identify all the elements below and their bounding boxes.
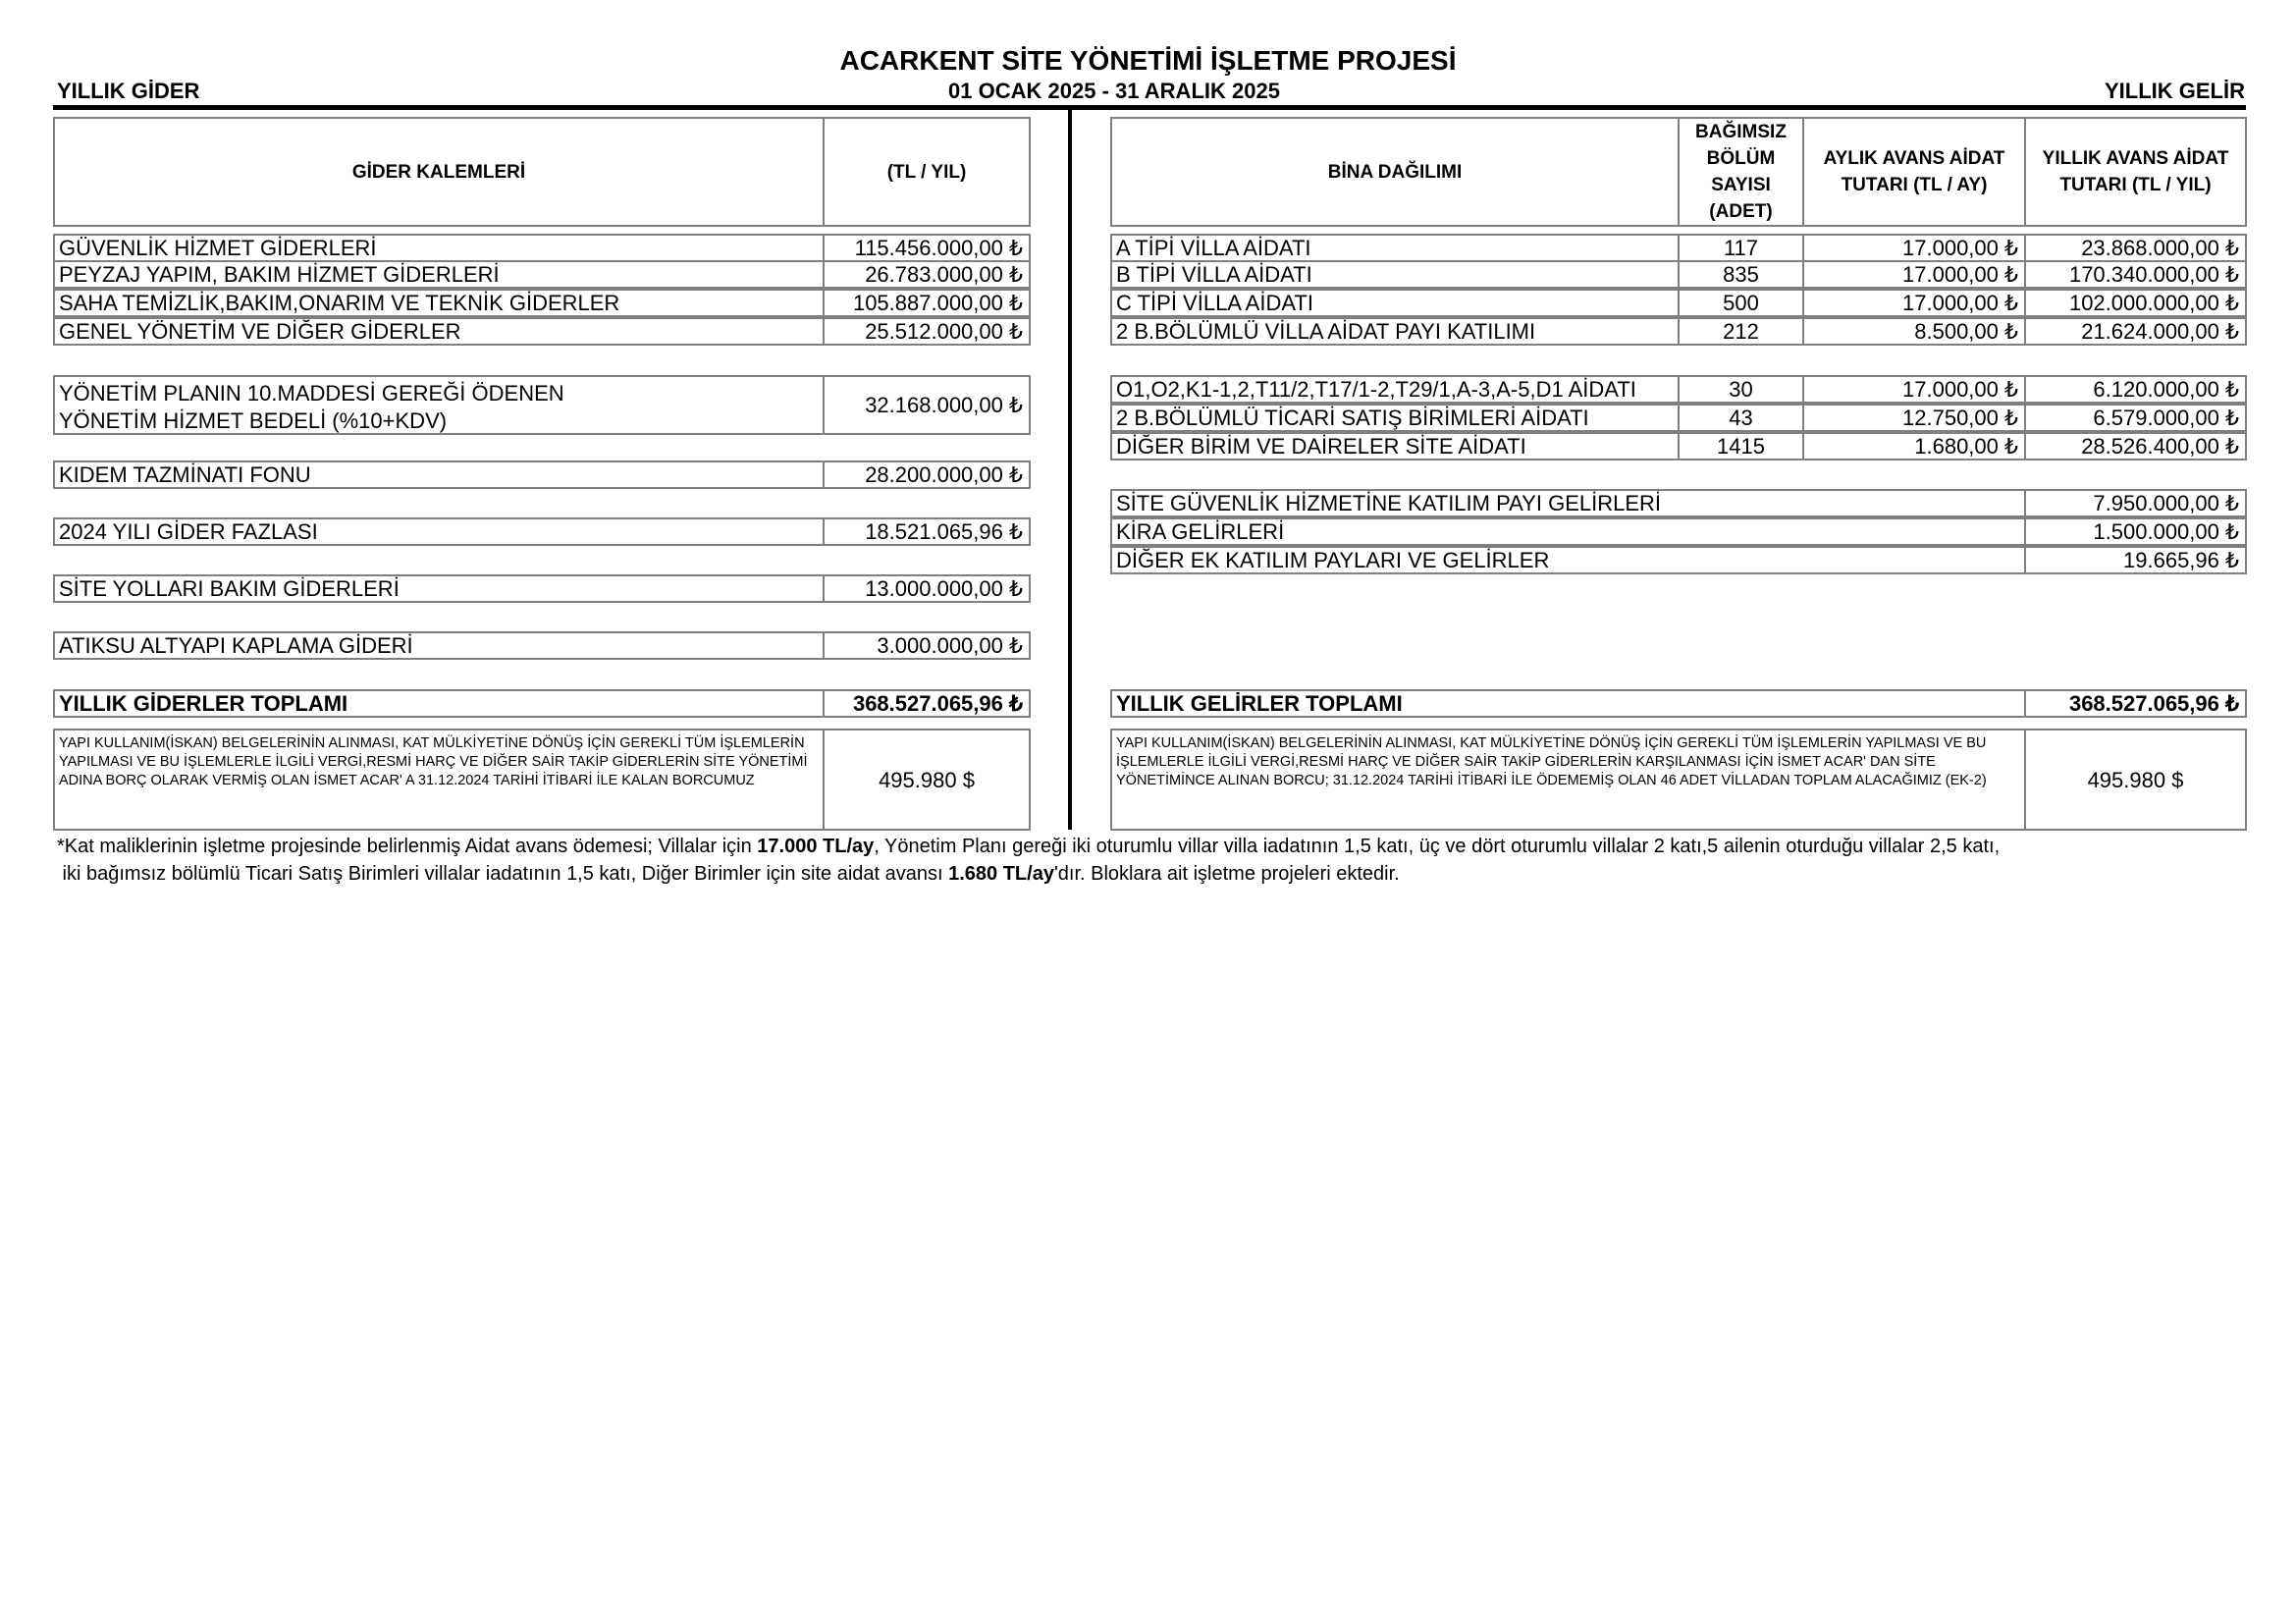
severance-fund-amount: 28.200.000,00 ₺ [823,460,1031,489]
income-row-yearly: 6.120.000,00 ₺ [2024,375,2247,404]
income-total-label: YILLIK GELİRLER TOPLAMI [1110,689,2026,718]
income-row-monthly: 17.000,00 ₺ [1802,260,2026,289]
center-divider [1068,110,1072,830]
income-row-label: C TİPİ VİLLA AİDATI [1110,289,1680,317]
footnote-line2-text: iki bağımsız bölümlü Ticari Satış Birimleri villalar iadatının 1,5 katı, Diğer Birimler için site aidat avansı [57,863,949,885]
yearly-expense-label: YILLIK GİDER [57,79,200,103]
sewage-coating-amount: 3.000.000,00 ₺ [823,631,1031,660]
header-rule [53,105,2246,110]
income-row-units: 117 [1678,234,1804,262]
other-income-label: DİĞER EK KATILIM PAYLARI VE GELİRLER [1110,546,2026,574]
other-income-label: SİTE GÜVENLİK HİZMETİNE KATILIM PAYI GELİRLERİ [1110,489,2026,517]
other-income-amount: 1.500.000,00 ₺ [2024,517,2247,546]
footnote-line1-text: *Kat maliklerinin işletme projesinde belirlenmiş Aidat avans ödemesi; Villalar için [57,836,758,857]
expense-amount-header: (TL / YIL) [823,117,1031,227]
income-row-label: 2 B.BÖLÜMLÜ VİLLA AİDAT PAYI KATILIMI [1110,317,1680,346]
expense-debt-amount: 495.980 $ [823,729,1031,831]
monthly-dues-header: AYLIK AVANS AİDAT TUTARI (TL / AY) [1802,117,2026,227]
income-row-units: 1415 [1678,432,1804,460]
expense-row-label: GÜVENLİK HİZMET GİDERLERİ [53,234,825,262]
income-row-yearly: 28.526.400,00 ₺ [2024,432,2247,460]
income-row-monthly: 1.680,00 ₺ [1802,432,2026,460]
footnote-line1 [57,833,2000,860]
income-row-yearly: 21.624.000,00 ₺ [2024,317,2247,346]
page-title: ACARKENT SİTE YÖNETİMİ İŞLETME PROJESİ [839,45,1457,76]
building-distribution-header: BİNA DAĞILIMI [1110,117,1680,227]
other-units-dues-highlight: 1.680 TL/ay [948,863,1054,885]
income-row-units: 43 [1678,404,1804,432]
sewage-coating-label: ATIKSU ALTYAPI KAPLAMA GİDERİ [53,631,825,660]
income-row-label: O1,O2,K1-1,2,T11/2,T17/1-2,T29/1,A-3,A-5,D1 AİDATI [1110,375,1680,404]
expense-total-amount: 368.527.065,96 ₺ [823,689,1031,718]
income-row-label: B TİPİ VİLLA AİDATI [1110,260,1680,289]
income-row-label: 2 B.BÖLÜMLÜ TİCARİ SATIŞ BİRİMLERİ AİDATI [1110,404,1680,432]
road-maintenance-label: SİTE YOLLARI BAKIM GİDERLERİ [53,574,825,603]
income-row-monthly: 17.000,00 ₺ [1802,375,2026,404]
income-row-units: 500 [1678,289,1804,317]
villa-dues-highlight: 17.000 TL/ay [757,836,875,857]
footnote-line2 [57,860,2000,888]
income-row-yearly: 6.579.000,00 ₺ [2024,404,2247,432]
unit-count-header: BAĞIMSIZ BÖLÜM SAYISI (ADET) [1678,117,1804,227]
severance-fund-label: KIDEM TAZMİNATI FONU [53,460,825,489]
income-debt-amount: 495.980 $ [2024,729,2247,831]
income-row-units: 835 [1678,260,1804,289]
management-fee-line1: YÖNETİM PLANIN 10.MADDESİ GEREĞİ ÖDENEN [59,381,564,406]
expense-row-amount: 26.783.000,00 ₺ [823,260,1031,289]
income-row-yearly: 102.000.000,00 ₺ [2024,289,2247,317]
yearly-income-label: YILLIK GELİR [2105,79,2245,103]
expense-row-amount: 25.512.000,00 ₺ [823,317,1031,346]
other-income-label: KİRA GELİRLERİ [1110,517,2026,546]
other-income-amount: 19.665,96 ₺ [2024,546,2247,574]
income-total-amount: 368.527.065,96 ₺ [2024,689,2247,718]
footnote [57,833,2000,888]
income-row-units: 212 [1678,317,1804,346]
road-maintenance-amount: 13.000.000,00 ₺ [823,574,1031,603]
expense-row-amount: 115.456.000,00 ₺ [823,234,1031,262]
expense-row-amount: 105.887.000,00 ₺ [823,289,1031,317]
period-label: 01 OCAK 2025 - 31 ARALIK 2025 [948,79,1280,103]
yearly-dues-header: YILLIK AVANS AİDAT TUTARI (TL / YIL) [2024,117,2247,227]
income-row-yearly: 170.340.000,00 ₺ [2024,260,2247,289]
management-fee-amount: 32.168.000,00 ₺ [823,375,1031,435]
income-row-units: 30 [1678,375,1804,404]
expense-surplus-amount: 18.521.065,96 ₺ [823,517,1031,546]
expense-total-label: YILLIK GİDERLER TOPLAMI [53,689,825,718]
expense-row-label: SAHA TEMİZLİK,BAKIM,ONARIM VE TEKNİK GİDERLER [53,289,825,317]
expense-row-label: GENEL YÖNETİM VE DİĞER GİDERLER [53,317,825,346]
footnote-line1-rest: , Yönetim Planı gereği iki oturumlu villar villa iadatının 1,5 katı, üç ve dört oturumlu villalar 2 katı,5 ailenin oturduğu villalar 2,5 katı, [874,836,2001,857]
management-fee-label [53,375,825,435]
expense-debt-note: YAPI KULLANIM(İSKAN) BELGELERİNİN ALINMASI, KAT MÜLKİYETİNE DÖNÜŞ İÇİN GEREKLİ TÜM İŞLEMLERİN YAPILMASI VE BU İŞLEMLERLE İLGİLİ VERGİ,RESMİ HARÇ VE DİĞER SAİR TAKİP GİDERLERİN SİTE YÖNETİMİ ADINA BORÇ OLARAK VERMİŞ OLAN İSMET ACAR' A 31.12.2024 TARİHİ İTİBARİ İLE KALAN BORCUMUZ [53,729,825,831]
income-row-yearly: 23.868.000,00 ₺ [2024,234,2247,262]
income-row-monthly: 12.750,00 ₺ [1802,404,2026,432]
income-row-label: A TİPİ VİLLA AİDATI [1110,234,1680,262]
management-fee-line2: YÖNETİM HİZMET BEDELİ (%10+KDV) [59,408,448,433]
expense-surplus-label: 2024 YILI GİDER FAZLASI [53,517,825,546]
expense-row-label: PEYZAJ YAPIM, BAKIM HİZMET GİDERLERİ [53,260,825,289]
income-debt-note: YAPI KULLANIM(İSKAN) BELGELERİNİN ALINMASI, KAT MÜLKİYETİNE DÖNÜŞ İÇİN GEREKLİ TÜM İŞLEMLERİN YAPILMASI VE BU İŞLEMLERLE İLGİLİ VERGİ,RESMİ HARÇ VE DİĞER SAİR TAKİP GİDERLERİN KARŞILANMASI İÇİN İSMET ACAR' DAN SİTE YÖNETİMİNCE ALINAN BORCU; 31.12.2024 TARİHİ İTİBARİ İLE ÖDEMEMİŞ OLAN 46 ADET VİLLADAN TOPLAM ALACAĞIMIZ (EK-2) [1110,729,2026,831]
footnote-line2-rest: 'dır. Bloklara ait işletme projeleri ektedir. [1053,863,1400,885]
income-row-label: DİĞER BİRİM VE DAİRELER SİTE AİDATI [1110,432,1680,460]
income-row-monthly: 8.500,00 ₺ [1802,317,2026,346]
income-row-monthly: 17.000,00 ₺ [1802,234,2026,262]
expense-item-header: GİDER KALEMLERİ [53,117,825,227]
income-row-monthly: 17.000,00 ₺ [1802,289,2026,317]
other-income-amount: 7.950.000,00 ₺ [2024,489,2247,517]
